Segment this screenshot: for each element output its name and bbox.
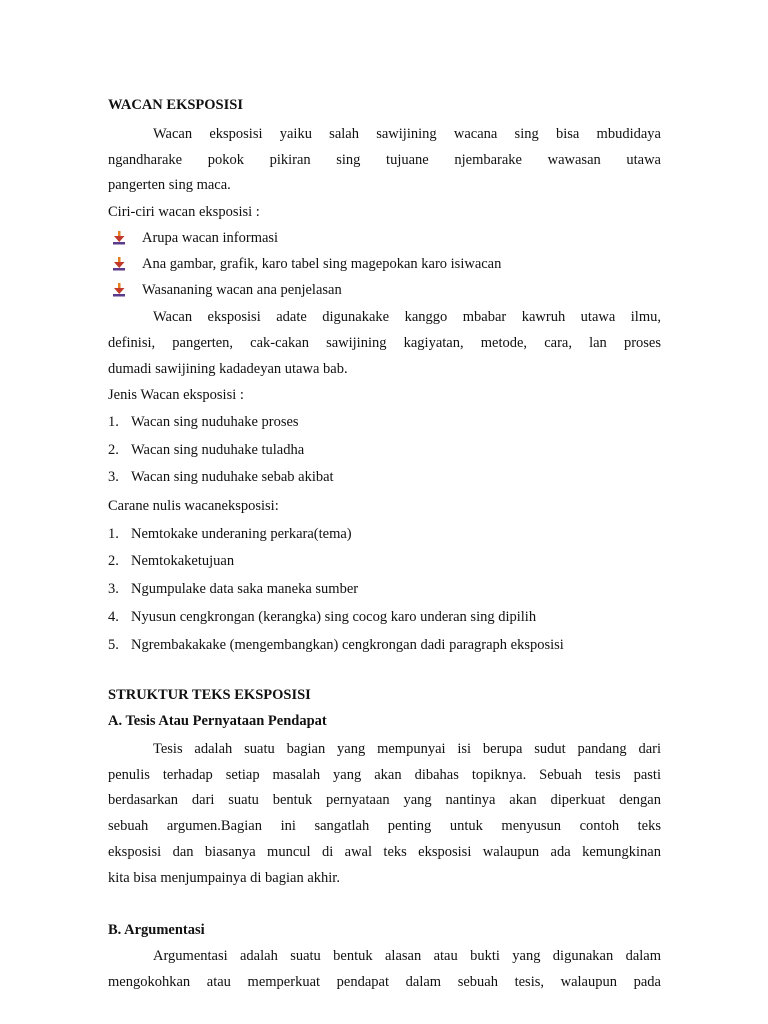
subB-line-1: Argumentasi adalah suatu bentuk alasan atau bukti yang digunakan dalam bbox=[153, 948, 661, 964]
section-title-wacan-eksposisi: WACAN EKSPOSISI bbox=[108, 97, 243, 113]
subA-line-3: berdasarkan dari suatu bentuk pernyataan yang nantinya akan diperkuat dengan bbox=[108, 792, 661, 808]
ciri-item-1-text: Arupa wacan informasi bbox=[142, 230, 279, 246]
para2-line-2: definisi, pangerten, cak-cakan sawijining kagiyatan, metode, cara, lan proses bbox=[108, 335, 661, 351]
jenis-item-2: 2. Wacan sing nuduhake tuladha bbox=[108, 442, 305, 458]
jenis-item-3: 3. Wacan sing nuduhake sebab akibat bbox=[108, 469, 334, 485]
ciri-item-3 bbox=[112, 281, 342, 299]
subsection-a-title: A. Tesis Atau Pernyataan Pendapat bbox=[108, 713, 327, 729]
arrow-bullet-icon bbox=[112, 257, 126, 271]
subA-line-1: Tesis adalah suatu bagian yang mempunyai isi berupa sudut pandang dari bbox=[153, 741, 661, 757]
carane-item-1: 1. Nemtokake underaning perkara(tema) bbox=[108, 526, 352, 542]
arrow-bullet-icon bbox=[112, 231, 126, 245]
jenis-label: Jenis Wacan eksposisi : bbox=[108, 387, 244, 403]
subA-line-4: sebuah argumen.Bagian ini sangatlah penting untuk menyusun contoh teks bbox=[108, 818, 661, 834]
carane-label: Carane nulis wacaneksposisi: bbox=[108, 498, 279, 514]
ciri-label: Ciri-ciri wacan eksposisi : bbox=[108, 204, 260, 220]
subsection-b-title: B. Argumentasi bbox=[108, 922, 205, 938]
para2-line-1: Wacan eksposisi adate digunakake kanggo mbabar kawruh utawa ilmu, bbox=[153, 309, 661, 325]
arrow-bullet-icon bbox=[112, 283, 126, 297]
subA-line-6: kita bisa menjumpainya di bagian akhir. bbox=[108, 870, 340, 886]
carane-item-5: 5. Ngrembakakake (mengembangkan) cengkrongan dadi paragraph eksposisi bbox=[108, 637, 564, 653]
para1-line-3: pangerten sing maca. bbox=[108, 177, 231, 193]
para2-line-3: dumadi sawijining kadadeyan utawa bab. bbox=[108, 361, 348, 377]
para1-line-1: Wacan eksposisi yaiku salah sawijining wacana sing bisa mbudidaya bbox=[153, 126, 661, 142]
ciri-item-3-text: Wasananing wacan ana penjelasan bbox=[142, 282, 342, 298]
ciri-item-2-text: Ana gambar, grafik, karo tabel sing magepokan karo isiwacan bbox=[142, 256, 502, 272]
carane-item-4: 4. Nyusun cengkrongan (kerangka) sing cocog karo underan sing dipilih bbox=[108, 609, 537, 625]
carane-item-3: 3. Ngumpulake data saka maneka sumber bbox=[108, 581, 359, 597]
ciri-item-1 bbox=[112, 229, 278, 247]
subB-line-2: mengokohkan atau memperkuat pendapat dalam sebuah tesis, walaupun pada bbox=[108, 974, 661, 990]
carane-item-2: 2. Nemtokaketujuan bbox=[108, 553, 235, 569]
ciri-item-2 bbox=[112, 255, 501, 273]
section-title-struktur: STRUKTUR TEKS EKSPOSISI bbox=[108, 687, 311, 703]
jenis-item-1: 1. Wacan sing nuduhake proses bbox=[108, 414, 299, 430]
subA-line-5: eksposisi dan biasanya muncul di awal teks eksposisi walaupun ada kemungkinan bbox=[108, 844, 661, 860]
para1-line-2: ngandharake pokok pikiran sing tujuane njembarake wawasan utawa bbox=[108, 152, 661, 168]
subA-line-2: penulis terhadap setiap masalah yang akan dibahas topiknya. Sebuah tesis pasti bbox=[108, 767, 661, 783]
